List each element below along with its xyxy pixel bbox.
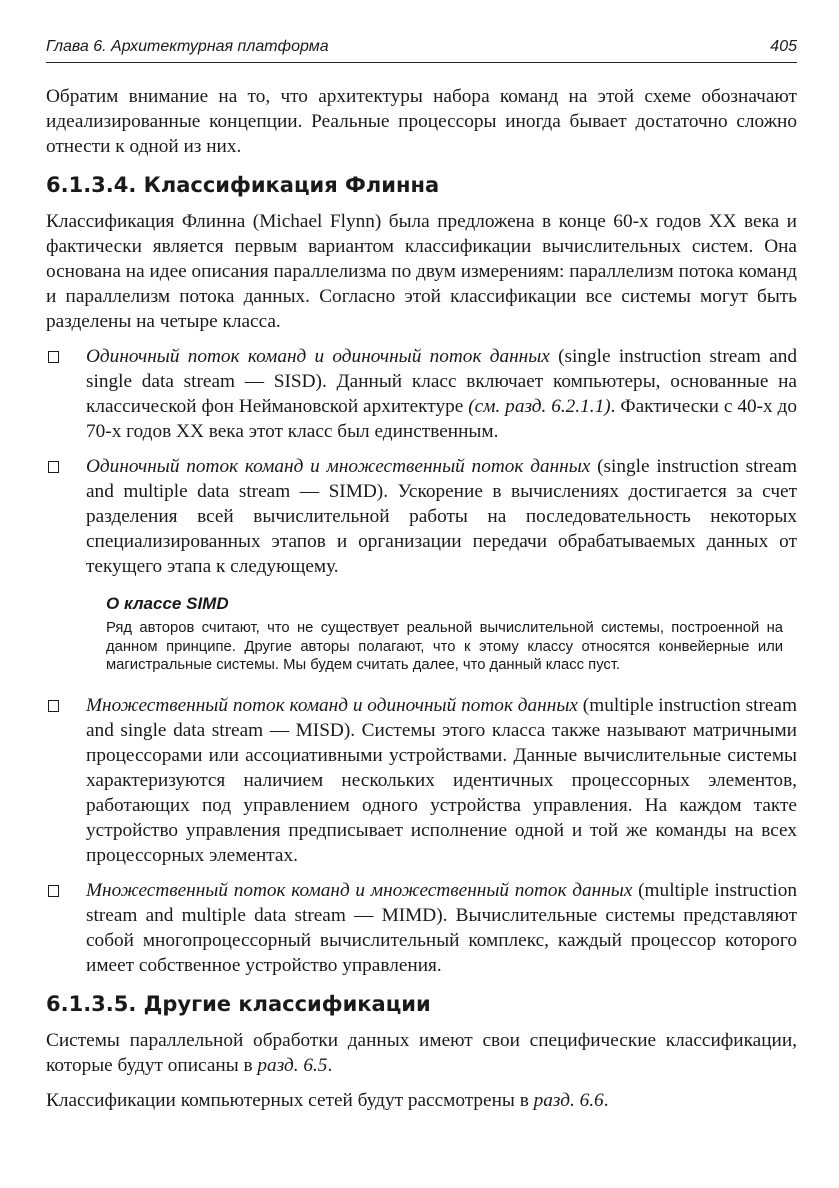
checkbox-bullet-icon (48, 351, 59, 363)
list-item-text-end: . Фактически с 40-х до 70-х годов XX века этот класс был единственным. (86, 396, 797, 442)
intro-paragraph: Обратим внимание на то, что архитектуры набора команд на этой схеме обозначают идеализированные концепции. Реальные процессоры иногда бывает достаточно сложно отнести к одной из них. (46, 86, 797, 157)
list-item-text: (multiple instruction stream and single data stream — MISD). Системы этого класса также называют матричными процессорами или ассоциативными устройствами. Данные вычислительные системы характеризуются наличием нескольких идентичных процессорных элементов, работающих под управлением одного устройства управления. На каждом такте устройство управления предписывает исполнение одной и той же команды на всех процессорных элементах. (86, 694, 797, 866)
other-paragraph-1 (46, 1028, 797, 1078)
list-item-sisd (46, 344, 797, 444)
list-item-text: (single instruction stream and single data stream — SISD). Данный класс включает компьютеры, основанные на классической фон Неймановской архитектуре (86, 346, 798, 417)
list-item-title: Одиночный поток команд и множественный поток данных (86, 456, 591, 477)
list-item-title: Одиночный поток команд и одиночный поток данных (86, 346, 550, 367)
list-item-text: (single instruction stream and multiple data stream — SIMD). Ускорение в вычислениях достигается за счет разделения всей вычислительной работы на последовательность некоторых специализированных этапов и организации передачи обрабатываемых данных от текущего этапа к следующему. (86, 456, 797, 577)
list-item-mimd (46, 878, 797, 978)
paragraph-end: . (603, 1089, 609, 1111)
checkbox-bullet-icon (48, 700, 59, 712)
paragraph-text: Классификации компьютерных сетей будут рассмотрены в (46, 1089, 534, 1111)
other-paragraph-2 (46, 1088, 797, 1113)
note-title: О классе SIMD (106, 594, 229, 613)
list-item-simd (46, 454, 797, 579)
page-body (46, 84, 797, 1125)
list-item-title: Множественный поток команд и одиночный поток данных (86, 694, 578, 716)
list-item-text: (multiple instruction stream and multiple data stream — MIMD). Вычислительные системы представляют собой многопроцессорный вычислительный комплекс, каждый процессор которого имеет собственное устройство управления. (86, 879, 797, 976)
list-item-misd (46, 693, 797, 868)
list-item-title: Множественный поток команд и множественный поток данных (86, 879, 633, 901)
chapter-title: Глава 6. Архитектурная платформа (46, 38, 329, 55)
cross-reference: (см. разд. 6.2.1.1) (468, 396, 611, 417)
flynn-paragraph: Классификация Флинна (Michael Flynn) была предложена в конце 60-х годов XX века и фактически является первым вариантом классификации вычислительных систем. Она основана на идее описания параллелизма по двум измерениям: параллелизм потока команд и параллелизм потока данных. Согласно этой классификации все системы могут быть разделены на четыре класса. (46, 211, 797, 332)
paragraph-text: Системы параллельной обработки данных имеют свои специфические классификации, которые будут описаны в (46, 1029, 797, 1076)
page-number: 405 (770, 38, 797, 55)
cross-reference: разд. 6.6 (533, 1089, 604, 1111)
cross-reference: разд. 6.5 (257, 1054, 328, 1076)
section-heading-flynn: 6.1.3.4. Классификация Флинна (46, 173, 440, 197)
paragraph-end: . (327, 1054, 333, 1076)
note-text: Ряд авторов считают, что не существует реальной вычислительной системы, построенной на данном принципе. Другие авторы полагают, что к этому классу относятся конвейерные или магистральные системы. Мы будем считать далее, что данный класс пуст. (106, 620, 783, 674)
checkbox-bullet-icon (48, 461, 59, 473)
section-heading-other: 6.1.3.5. Другие классификации (46, 991, 431, 1016)
note-box (106, 593, 783, 675)
checkbox-bullet-icon (48, 885, 59, 897)
running-header (46, 38, 797, 63)
